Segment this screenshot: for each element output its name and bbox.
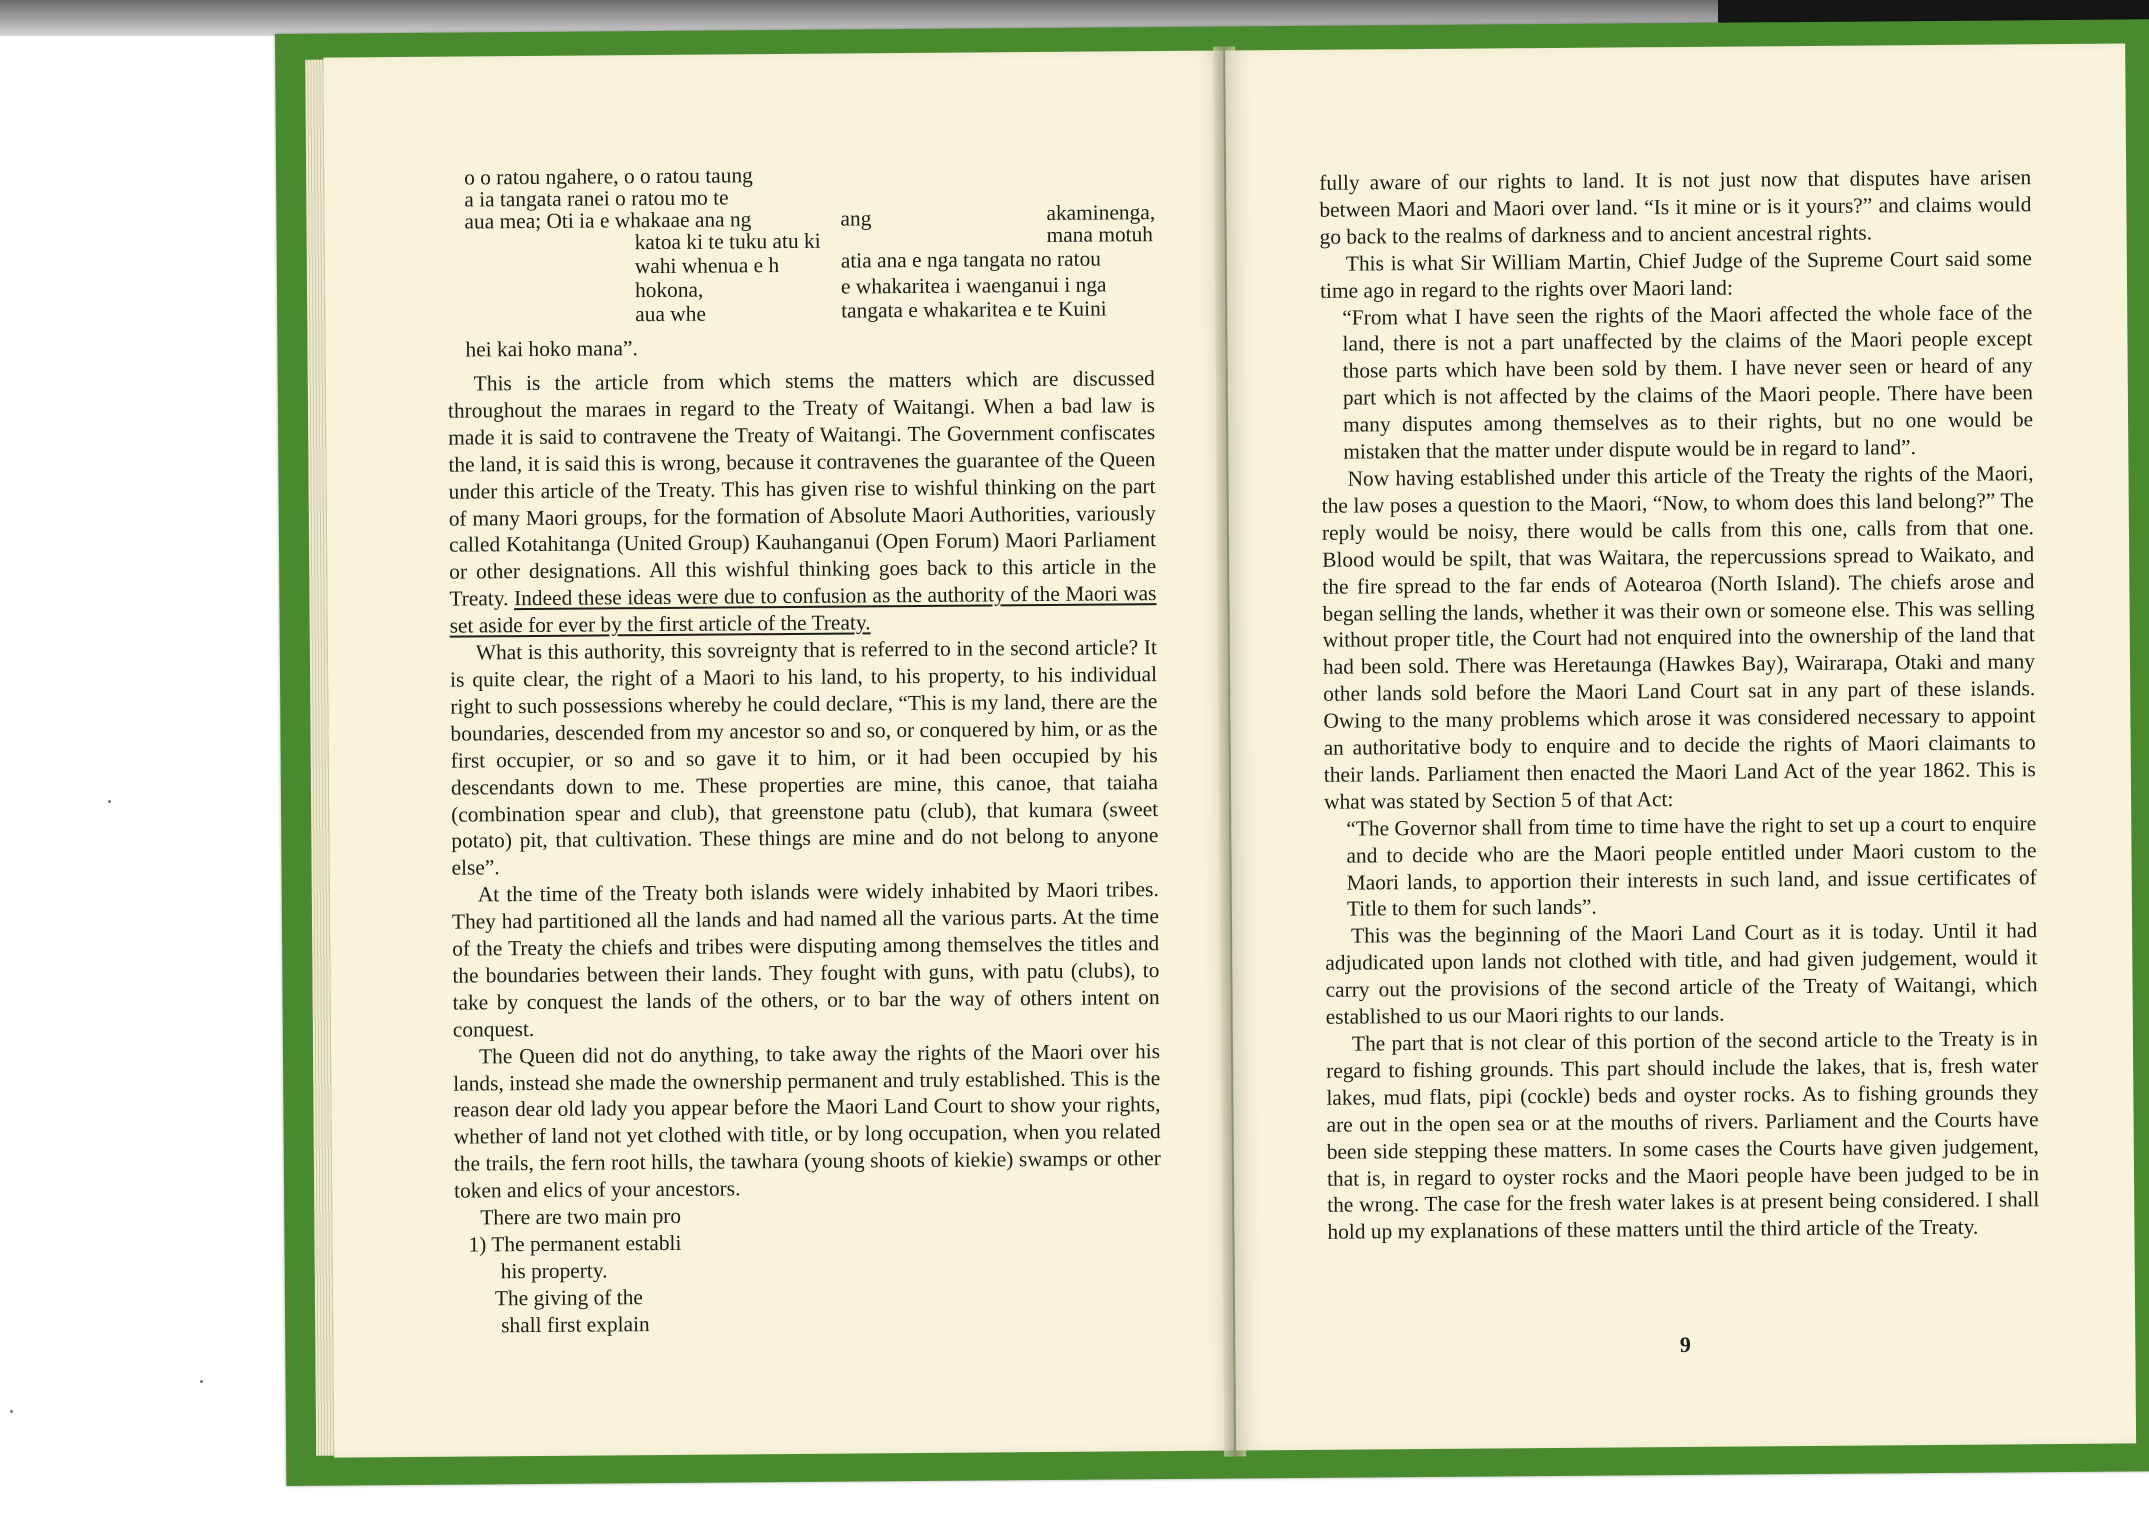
- verse-line: o o ratou ngahere, o o ratou taung: [464, 163, 753, 190]
- list-line: 1) The permanent establi: [468, 1230, 682, 1257]
- right-page: [1225, 43, 2136, 1450]
- maori-verse-excerpt: [446, 159, 1155, 371]
- left-page-text: [446, 159, 1162, 1339]
- principles-list: [454, 1199, 1162, 1339]
- paragraph-text: This is the article from which stems the matters which are discussed throughout the maraes in regard to the Treaty of Waitangi. When a bad law is made it is said to contravene the Treaty of Waitangi. The Government confiscates the land, it is said this is wrong, because it contravenes the guarantee of the Queen under this article of the Treaty. This has given rise to wishful thinking on the part of many Maori groups, for the formation of Absolute Maori Authorities, variously called Kotahitanga (United Group) Kauhanganui (Open Forum) Maori Parliament or other designations. All this wishful thinking goes back to this article in the Treaty.: [447, 366, 1157, 611]
- paragraph: This is what Sir William Martin, Chief Judge of the Supreme Court said some time ago in regard to the rights over Maori land:: [1319, 245, 2032, 303]
- verse-line: tangata e whakaritea e te Kuini: [841, 296, 1107, 323]
- paragraph: What is this authority, this sovreignty that is referred to in the second article? It is quite clear, the right of a Maori to his land, to his property, to his individual right to such possessions whereby he could declare, “This is my land, there are the boundaries, descended from my ancestor so and so, or conquered by him, or as the first occupier, or so and so gave it to him, or it had been occupied by his descendants down to me. These properties are mine, this canoe, that taiaha (combination spear and club), that greenstone patu (club), that kumara (sweet potato) pit, that cultivation. These things are mine and do not belong to anyone else”.: [449, 635, 1159, 880]
- block-quote: “From what I have seen the rights of the Maori affected the whole face of the land, there is not a part unaffected by the claims of the Maori people except those parts which have been sold by them. I have never seen or heard of any part which is not affected by the claims of the Maori people. There have been many disputes among themselves as to their rights, but no one would be mistaken that the matter under dispute would be in regard to land”.: [1342, 299, 2034, 464]
- scan-speck: [200, 1380, 203, 1383]
- verse-line: hokona,: [634, 277, 704, 303]
- scan-speck: [10, 1410, 13, 1413]
- page-number: 9: [1679, 1331, 1691, 1358]
- paragraph: fully aware of our rights to land. It is not just now that disputes have arisen between Maori and Maori over land. “Is it mine or is it yours?” and claims would go back to the realms of darkness and to ancient ancestral rights.: [1319, 165, 2032, 249]
- verse-line: hei kai hoko mana”.: [465, 336, 638, 362]
- verse-line: mana motuh: [1046, 222, 1154, 247]
- paragraph: At the time of the Treaty both islands were widely inhabited by Maori tribes. They had partitioned all the lands and had named all the various parts. At the time of the Treaty the chiefs and tribes were disputing among themselves the titles and the boundaries between their lands. They fought with guns, with patu (clubs), to take by conquest the lands of the others, or to bar the way of others intent on conquest.: [451, 877, 1160, 1042]
- verse-line: e whakaritea i waenganui i nga: [840, 272, 1107, 299]
- verse-line: aua whe: [635, 301, 706, 327]
- underlined-text: Indeed these ideas were due to confusion as the authority of the Maori was set aside for ever by the first article of the Treaty.: [449, 581, 1157, 638]
- list-line: his property.: [500, 1258, 608, 1284]
- verse-line: atia ana e nga tangata no ratou: [840, 246, 1102, 273]
- paragraph: [448, 365, 1157, 640]
- book-cover: [275, 19, 2149, 1486]
- verse-line: katoa ki te tuku atu ki: [634, 228, 821, 255]
- paragraph: The Queen did not do anything, to take away the rights of the Maori over his lands, instead she made the ownership permanent and truly established. This is the reason dear old lady you appear before the Maori Land Court to show your rights, whether of land not yet clothed with title, or by long occupation, when you related the trails, the fern root hills, the tawhara (young shoots of kiekie) swamps or other token and elics of your ancestors.: [453, 1038, 1161, 1203]
- paragraph: The part that is not clear of this portion of the second article to the Treaty is in regard to fishing grounds. This part should include the lakes, that is, fresh water lakes, mud flats, pipi (cockle) beds and oyster rocks. As to fishing grounds they are out in the open sea or at the mouths of rivers. Parliament and the Courts have been side stepping these matters. In some cases the Courts have given judgement, that is, in regard to oyster rocks and the Maori people have been judged to be in the wrong. The case for the fresh water lakes is at present being considered. I shall hold up my explanations of these matters until the third article of the Treaty.: [1326, 1026, 2040, 1245]
- list-line: There are two main pro: [480, 1203, 682, 1230]
- verse-line: wahi whenua e h: [634, 253, 780, 279]
- left-page: [323, 51, 1234, 1458]
- list-line: shall first explain: [501, 1311, 650, 1337]
- paragraph: Now having established under this article of the Treaty the rights of the Maori, the law poses a question to the Maori, “Now, to whom does this land belong?” The reply would be noisy, there would be calls from this one, calls from that one. Blood would be spilt, that was Waitara, the repercussions spread to Waikato, and the fire spread to the far ends of Aotearoa (North Island). The chiefs arose and began selling the lands, whether it was their own or someone else. This was selling without proper title, the Court had not enquired into the ownership of the land that had been sold. There was Heretaunga (Hawkes Bay), Wairarapa, Otaki and many other lands sold before the Maori Land Court sat in any part of these islands. Owing to the many problems which arose it was considered necessary to appoint an authoritative body to enquire and to decide the rights of Maori claimants to their lands. Parliament then enacted the Maori Land Act of the year 1862. This is what was stated by Section 5 of that Act:: [1321, 461, 2036, 814]
- verse-line: akaminenga,: [1046, 200, 1156, 225]
- right-page-text: [1319, 164, 2039, 1246]
- paragraph: This was the beginning of the Maori Land Court as it is today. Until it had adjudicated upon lands not clothed with title, and had given judgement, would it carry out the provisions of the second article of the Treaty of Waitangi, which established to us our Maori rights to our lands.: [1325, 918, 2038, 1029]
- scan-speck: [108, 800, 111, 803]
- verse-line: ang: [840, 206, 872, 231]
- verse-line: a ia tangata ranei o ratou mo te: [464, 185, 729, 212]
- block-quote: “The Governor shall from time to time have the right to set up a court to enquire and to decide who are the Maori people entitled under Maori custom to the Maori lands, to apportion their interests in such land, and issue certificates of Title to them for such lands”.: [1346, 810, 2037, 922]
- list-line: The giving of the: [494, 1284, 643, 1311]
- verse-line: aua mea; Oti ia e whakaae ana ng: [464, 207, 752, 234]
